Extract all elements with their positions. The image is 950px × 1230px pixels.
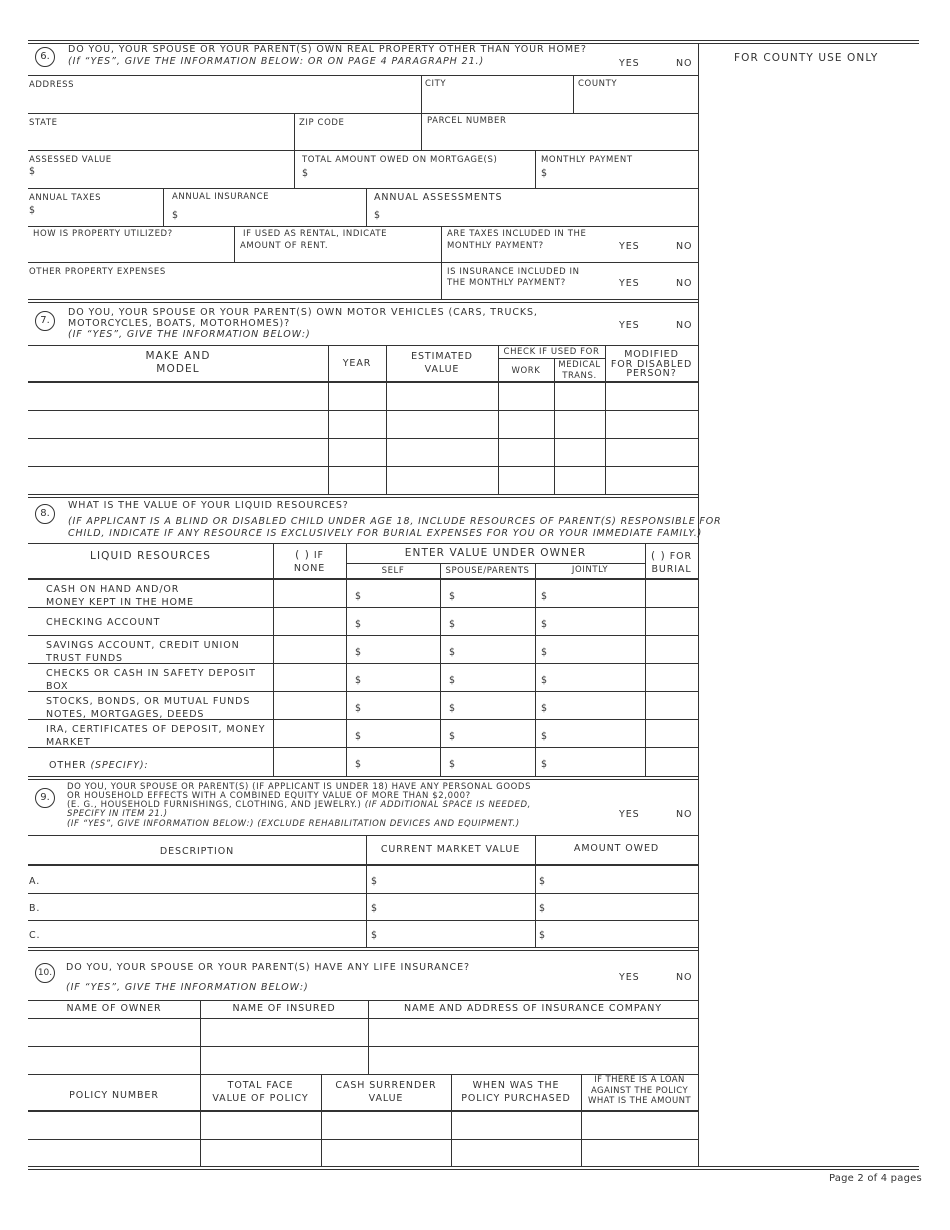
liquid-row-rule xyxy=(28,663,698,664)
spouse-value-field[interactable]: $ xyxy=(449,703,456,714)
name-of-insured-header: NAME OF INSURED xyxy=(232,1003,336,1014)
taxes-included-no[interactable]: NO xyxy=(676,241,693,252)
year-header: YEAR xyxy=(342,358,372,369)
goods-row-letter: C. xyxy=(29,930,41,941)
assessed-value-label: ASSESSED VALUE xyxy=(29,155,112,165)
section-7-no[interactable]: NO xyxy=(676,320,693,331)
modified-disabled-header: MODIFIED FOR DISABLED PERSON? xyxy=(610,349,693,379)
self-value-field[interactable]: $ xyxy=(355,647,362,658)
section-9-question-4: SPECIFY IN ITEM 21.) xyxy=(67,809,168,819)
mortgage-owed-label: TOTAL AMOUNT OWED ON MORTGAGE(S) xyxy=(302,155,498,165)
county-use-label: FOR COUNTY USE ONLY xyxy=(734,52,879,64)
annual-assessments-label: ANNUAL ASSESSMENTS xyxy=(374,192,503,203)
section-6-instruction: (If “YES”, GIVE THE INFORMATION BELOW: OR ON PAGE 4 PARAGRAPH 21.) xyxy=(68,56,485,67)
for-burial-header: ( ) FOR BURIAL xyxy=(650,550,692,575)
s6-rule xyxy=(28,226,698,227)
section-divider xyxy=(28,950,698,951)
jointly-value-field[interactable]: $ xyxy=(541,591,548,602)
self-value-field[interactable]: $ xyxy=(355,703,362,714)
market-value-field[interactable]: $ xyxy=(371,930,378,941)
section-10-instruction: (IF “YES”, GIVE THE INFORMATION BELOW:) xyxy=(66,982,309,993)
policy-row xyxy=(28,1139,698,1140)
section-6-number: 6. xyxy=(35,47,55,67)
section-9-question-3: (E. G., HOUSEHOLD FURNISHINGS, CLOTHING, AND JEWELRY.) (IF ADDITIONAL SPACE IS NEEDED, xyxy=(67,800,531,810)
section-divider xyxy=(28,494,698,495)
jointly-header: JOINTLY xyxy=(571,565,609,575)
taxes-included-label-1: ARE TAXES INCLUDED IN THE xyxy=(447,229,587,239)
amount-owed-header: AMOUNT OWED xyxy=(573,843,660,854)
work-header: WORK xyxy=(511,366,541,376)
property-utilized-label: HOW IS PROPERTY UTILIZED? xyxy=(33,229,173,239)
insurance-included-no[interactable]: NO xyxy=(676,278,693,289)
current-market-value-header: CURRENT MARKET VALUE xyxy=(380,844,521,855)
spouse-value-field[interactable]: $ xyxy=(449,619,456,630)
jointly-value-field[interactable]: $ xyxy=(541,619,548,630)
address-label: ADDRESS xyxy=(29,80,75,90)
vehicle-row xyxy=(28,410,698,411)
description-header: DESCRIPTION xyxy=(159,846,235,857)
insurance-company-header: NAME AND ADDRESS OF INSURANCE COMPANY xyxy=(403,1003,663,1014)
liquid-row-rule xyxy=(28,635,698,636)
liquid-row-label: STOCKS, BONDS, OR MUTUAL FUNDS NOTES, MORTGAGES, DEEDS xyxy=(46,696,251,720)
section-divider xyxy=(28,779,698,780)
liquid-row-rule xyxy=(28,719,698,720)
goods-row-letter: B. xyxy=(29,903,41,914)
form-page: FOR COUNTY USE ONLY 6. DO YOU, YOUR SPOUSE OR YOUR PARENT(S) OWN REAL PROPERTY OTHER THAN YOUR HOME? (If “YES”, GIVE THE INFORMATION BELOW: OR ON PAGE 4 PARAGRAPH 21.) YES NO ADDRESS CITY COUNTY STATE ZIP CODE PARCEL NUMBER ASSESSED VALUE $ TOTAL AMOUNT OWED ON MORTGAGE(S) $ MONTHLY PAYMENT $ ANNUAL TAXES $ ANNUAL INSURANCE $ ANNUAL ASSESSMENTS $ HOW IS PROPERTY UTILIZED? IF USED AS RENTAL, INDICATE AMOUNT OF RENT. ARE TAXES INCLUDED IN THE MONTHLY PAYMENT? YES NO OTHER PROPERTY EXPENSES IS INSURANCE INCLUDED IN THE MONTHLY PAYMENT? YES NO 7. DO YOU, YOUR SPOUSE OR YOUR PARENT(S) OWN MOTOR VEHICLES (CARS, TRUCKS, MOTORCYCLES, BOATS, MOTORHOMES)? (IF “YES”, GIVE THE INFORMATION BELOW:) YES NO MAKE AND MODEL YEAR ESTIMATED VALUE CHECK IF USED FOR WORK MEDICAL TRANS. MODIFIED FOR DISABLED PERSON? 8. WHAT IS THE VALUE OF YOUR LIQUID RESOURCES? (IF APPLICANT IS A BLIND OR DISABLED CHILD UNDER AGE 18, INCLUDE RESOURCES OF PARENT(S) RESPONSIBLE FOR CHILD, INDICATE IF ANY RESOURCE IS EXCLUSIVELY FOR BURIAL EXPENSES FOR YOU OR YOUR IMMEDIATE FAMILY.) LIQUID RESOURCES ( ) IF NONE ENTER VALUE UNDER OWNER SELF SPOUSE/PARENTS JOINTLY ( ) FOR BURIAL CASH ON HAND AND/OR MONEY KEPT IN THE HOME $ $ $ CHECKING ACCOUNT $ $ $ SAVINGS ACCOUNT, CREDIT UNION TRUST FUNDS $ $ $ CHECKS OR CASH IN SAFETY DEPOSIT BOX $ $ $ STOCKS, BONDS, OR MUTUAL FUNDS NOTES, MORTGAGES, DEEDS $ $ $ IRA, CERTIFICATES OF DEPOSIT, MONEY MARKET $ $ $ OTHER (SPECIFY): $ $ $ 9. DO YOU, YOUR SPOUSE OR PARENT(S) (IF APPLICANT IS UNDER 18) HAVE ANY PERSONAL GOODS OR HOUSEHOLD EFFECTS WITH A COMBINED EQUITY VALUE OF MORE THAN $2,000? (E. G., HOUSEHOLD FURNISHINGS, CLOTHING, AND JEWELRY.) (IF ADDITIONAL SPACE IS NEEDED, SPECIFY IN ITEM 21.) (IF “YES”, GIVE INFORMATION BELOW:) (EXCLUDE REHABILITATION DEVICES AND EQUIPMENT.) YES NO DESCRIPTION CURRENT MARKET VALUE AMOUNT OWED A. $ $ B. $ $ C. $ $ 10. DO YOU, YOUR SPOUSE OR YOUR PARENT(S) HAVE ANY LIFE INSURANCE? (IF “YES”, GIVE THE INFORMATION BELOW:) YES NO NAME OF OWNER NAME OF INSURED NAME AND ADDRESS OF INSURANCE COMPANY POLICY NUMBER TOTAL FACE VALUE OF POLICY CASH SURRENDER VALUE WHEN WAS THE POLICY PURCHASED IF THERE IS A LOAN AGAINST THE POLICY WHAT IS THE AMOUNT Page 2 of 4 pages xyxy=(0,0,950,1230)
monthly-payment-label: MONTHLY PAYMENT xyxy=(541,155,633,165)
loan-amount-header: IF THERE IS A LOAN AGAINST THE POLICY WHAT IS THE AMOUNT xyxy=(588,1075,691,1106)
section-divider xyxy=(28,302,698,303)
goods-row-rule xyxy=(28,893,698,894)
section-6-question: DO YOU, YOUR SPOUSE OR YOUR PARENT(S) OWN REAL PROPERTY OTHER THAN YOUR HOME? xyxy=(68,44,587,55)
section-10-yes[interactable]: YES xyxy=(619,972,640,983)
section-divider xyxy=(28,497,698,498)
section-9-question-1: DO YOU, YOUR SPOUSE OR PARENT(S) (IF APPLICANT IS UNDER 18) HAVE ANY PERSONAL GOODS xyxy=(67,782,532,792)
section-7-question-2: MOTORCYCLES, BOATS, MOTORHOMES)? xyxy=(68,318,291,329)
city-label: CITY xyxy=(425,79,447,89)
zip-label: ZIP CODE xyxy=(299,118,345,128)
self-value-field[interactable]: $ xyxy=(355,619,362,630)
name-of-owner-header: NAME OF OWNER xyxy=(66,1003,162,1014)
liquid-row-rule xyxy=(28,607,698,608)
s6-rule xyxy=(28,262,698,263)
insurance-included-yes[interactable]: YES xyxy=(619,278,640,289)
rental-label-1: IF USED AS RENTAL, INDICATE xyxy=(243,229,388,239)
bottom-rule xyxy=(28,1166,919,1167)
if-none-header: ( ) IF NONE xyxy=(293,549,326,574)
check-if-used-header: CHECK IF USED FOR xyxy=(503,347,600,357)
parcel-label: PARCEL NUMBER xyxy=(427,116,507,126)
section-8-instruction-1: (IF APPLICANT IS A BLIND OR DISABLED CHILD UNDER AGE 18, INCLUDE RESOURCES OF PARENT(S) RESPONSIBLE FOR xyxy=(68,516,722,527)
section-7-yes[interactable]: YES xyxy=(619,320,640,331)
section-9-number: 9. xyxy=(35,788,55,808)
annual-insurance-label: ANNUAL INSURANCE xyxy=(172,192,270,202)
amount-owed-field[interactable]: $ xyxy=(539,876,546,887)
taxes-included-label-2: MONTHLY PAYMENT? xyxy=(447,241,544,251)
jointly-value-field[interactable]: $ xyxy=(541,675,548,686)
rental-label-2: AMOUNT OF RENT. xyxy=(240,241,329,251)
medical-trans-header: MEDICAL TRANS. xyxy=(558,360,601,381)
vehicle-row xyxy=(28,466,698,467)
section-divider xyxy=(28,776,698,777)
section-7-question-1: DO YOU, YOUR SPOUSE OR YOUR PARENT(S) OWN MOTOR VEHICLES (CARS, TRUCKS, xyxy=(68,307,538,318)
liquid-row-label: CHECKING ACCOUNT xyxy=(46,617,161,628)
policy-number-header: POLICY NUMBER xyxy=(69,1090,159,1101)
insurance-included-label-2: THE MONTHLY PAYMENT? xyxy=(447,278,566,288)
make-model-header: MAKE AND MODEL xyxy=(145,350,211,375)
spouse-value-field[interactable]: $ xyxy=(449,591,456,602)
estimated-value-header: ESTIMATED VALUE xyxy=(411,351,473,375)
liquid-row-label: CHECKS OR CASH IN SAFETY DEPOSIT BOX xyxy=(46,668,256,692)
self-value-field[interactable]: $ xyxy=(355,591,362,602)
vehicle-row xyxy=(28,438,698,439)
section-8-number: 8. xyxy=(35,504,55,524)
section-8-instruction-2: CHILD, INDICATE IF ANY RESOURCE IS EXCLUSIVELY FOR BURIAL EXPENSES FOR YOU OR YOUR IMMEDIATE FAMILY.) xyxy=(68,528,703,539)
liquid-resources-header: LIQUID RESOURCES xyxy=(90,550,211,562)
section-10-number: 10. xyxy=(35,963,55,983)
annual-taxes-label: ANNUAL TAXES xyxy=(29,193,102,203)
liquid-row-rule xyxy=(28,691,698,692)
section-9-yes[interactable]: YES xyxy=(619,809,640,820)
policy-purchased-header: WHEN WAS THE POLICY PURCHASED xyxy=(461,1080,571,1104)
state-label: STATE xyxy=(29,118,58,128)
page-number: Page 2 of 4 pages xyxy=(829,1173,922,1184)
self-header: SELF xyxy=(381,566,405,576)
s6-rule xyxy=(28,113,698,114)
taxes-included-yes[interactable]: YES xyxy=(619,241,640,252)
jointly-value-field[interactable]: $ xyxy=(541,647,548,658)
total-face-value-header: TOTAL FACE VALUE OF POLICY xyxy=(212,1080,309,1104)
section-9-instruction: (IF “YES”, GIVE INFORMATION BELOW:) (EXCLUDE REHABILITATION DEVICES AND EQUIPMENT.) xyxy=(67,819,520,829)
section-7-instruction: (IF “YES”, GIVE THE INFORMATION BELOW:) xyxy=(68,329,311,340)
section-9-no[interactable]: NO xyxy=(676,809,693,820)
section-6-no[interactable]: NO xyxy=(676,58,693,69)
liquid-row-label: SAVINGS ACCOUNT, CREDIT UNION TRUST FUNDS xyxy=(46,640,240,664)
section-10-no[interactable]: NO xyxy=(676,972,693,983)
county-label: COUNTY xyxy=(578,79,618,89)
section-8-question: WHAT IS THE VALUE OF YOUR LIQUID RESOURCES? xyxy=(68,500,349,511)
s6-rule xyxy=(28,188,698,189)
liquid-row-other-label: OTHER (SPECIFY): xyxy=(49,760,149,771)
cash-surrender-value-header: CASH SURRENDER VALUE xyxy=(335,1080,437,1104)
jointly-value-field[interactable]: $ xyxy=(541,703,548,714)
market-value-field[interactable]: $ xyxy=(371,903,378,914)
enter-value-header: ENTER VALUE UNDER OWNER xyxy=(404,547,587,559)
section-divider xyxy=(28,299,698,300)
liquid-row-label: IRA, CERTIFICATES OF DEPOSIT, MONEY MARKET xyxy=(46,724,266,748)
liquid-row-label: CASH ON HAND AND/OR MONEY KEPT IN THE HOME xyxy=(46,584,194,608)
spouse-parents-header: SPOUSE/PARENTS xyxy=(445,566,530,576)
spouse-value-field[interactable]: $ xyxy=(449,731,456,742)
other-expenses-label: OTHER PROPERTY EXPENSES xyxy=(29,267,166,277)
s6-rule xyxy=(28,75,698,76)
jointly-value-field[interactable]: $ xyxy=(541,731,548,742)
insurance-row xyxy=(28,1046,698,1047)
amount-owed-field[interactable]: $ xyxy=(539,903,546,914)
spouse-value-field[interactable]: $ xyxy=(449,647,456,658)
market-value-field[interactable]: $ xyxy=(371,876,378,887)
section-6-yes[interactable]: YES xyxy=(619,58,640,69)
bottom-rule-2 xyxy=(28,1169,919,1170)
top-rule xyxy=(28,40,919,41)
section-9-question-2: OR HOUSEHOLD EFFECTS WITH A COMBINED EQUITY VALUE OF MORE THAN $2,000? xyxy=(67,791,471,801)
right-column-divider xyxy=(698,43,699,1167)
self-value-field[interactable]: $ xyxy=(355,731,362,742)
spouse-value-field[interactable]: $ xyxy=(449,675,456,686)
section-10-question: DO YOU, YOUR SPOUSE OR YOUR PARENT(S) HAVE ANY LIFE INSURANCE? xyxy=(66,962,470,973)
amount-owed-field[interactable]: $ xyxy=(539,930,546,941)
self-value-field[interactable]: $ xyxy=(355,675,362,686)
s6-rule xyxy=(28,150,698,151)
insurance-included-label-1: IS INSURANCE INCLUDED IN xyxy=(447,267,580,277)
goods-row-letter: A. xyxy=(29,876,41,887)
liquid-row-rule xyxy=(28,747,698,748)
section-divider xyxy=(28,947,698,948)
goods-row-rule xyxy=(28,920,698,921)
section-7-number: 7. xyxy=(35,311,55,331)
